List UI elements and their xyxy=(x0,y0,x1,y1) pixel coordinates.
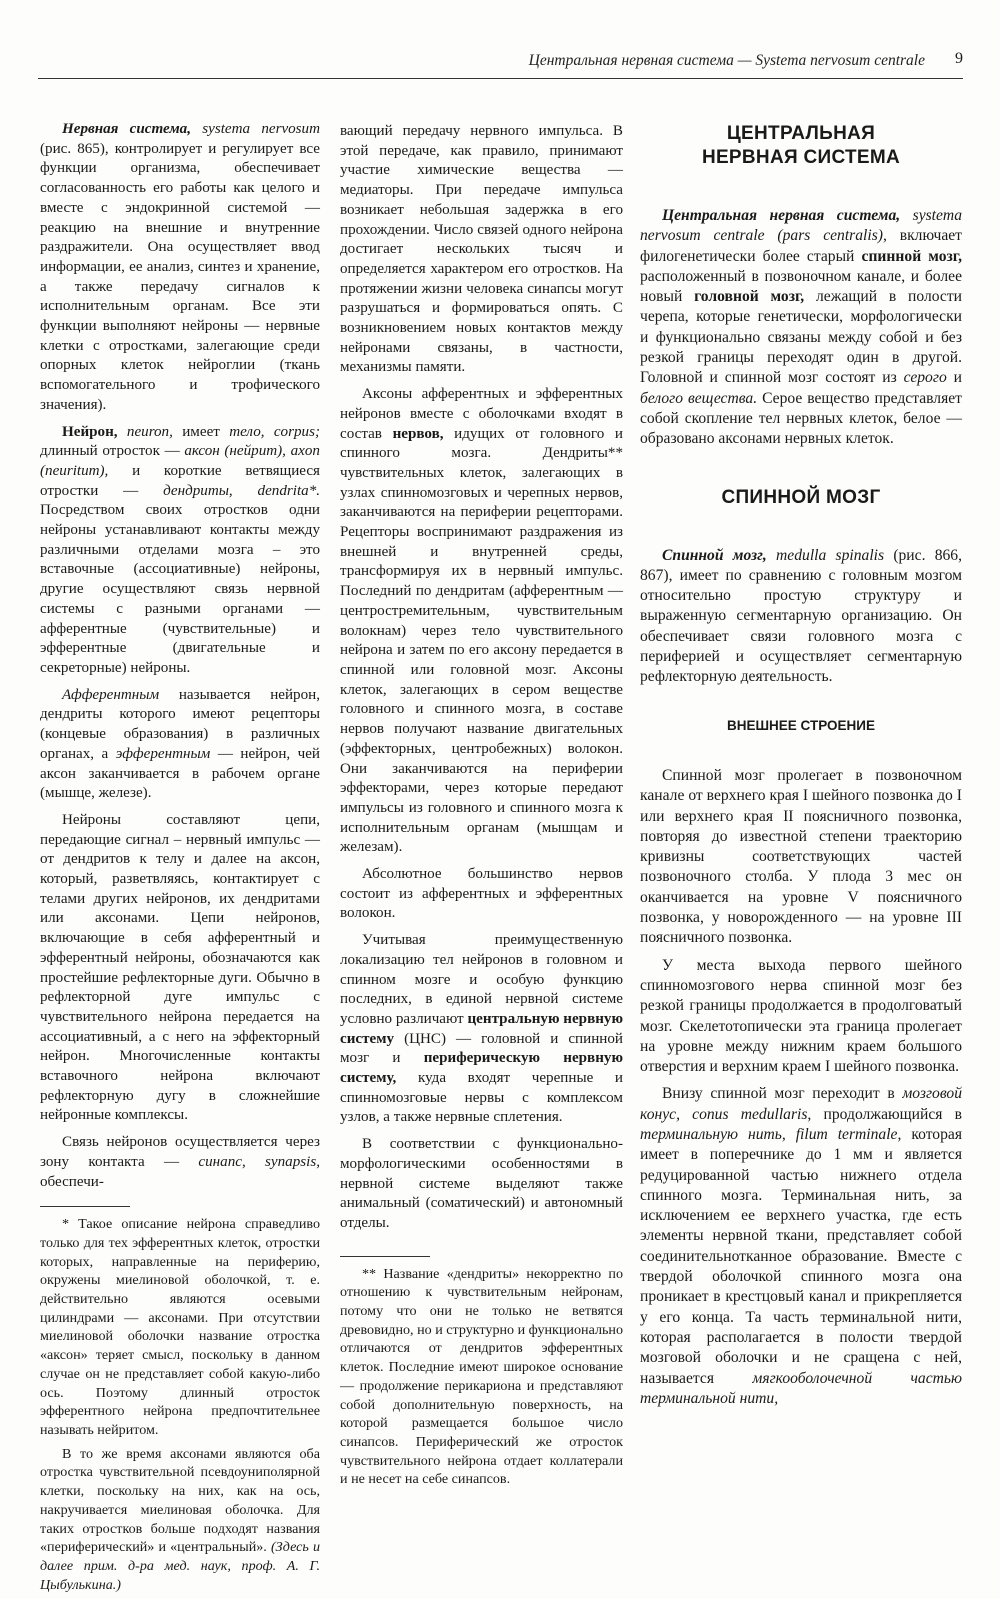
term: нервов, xyxy=(392,425,444,442)
term: периферическую нервную систему, xyxy=(340,1050,623,1087)
paragraph xyxy=(340,385,623,858)
term: головной мозг, xyxy=(694,288,805,306)
text: длинный отросток — xyxy=(40,443,180,460)
text: расположенный в позвоночном канале, и более новый xyxy=(640,267,962,306)
term: мозговой конус, conus medullaris, xyxy=(640,1085,963,1123)
footnote-divider xyxy=(40,1206,130,1207)
page-number: 9 xyxy=(955,50,963,67)
footnote-attribution: (Здесь и далее прим. д-ра мед. наук, проф. А. Г. Цыбулькина.) xyxy=(40,1539,320,1593)
text: включает филогенетически более старый xyxy=(640,227,962,265)
term: дендриты, dendrita*. xyxy=(163,482,321,499)
term: синапс, synapsis, xyxy=(198,1153,320,1170)
term: аксон (нейрит), axon (neuritum), xyxy=(40,443,320,479)
text: лежащий в полости черепа, которые генетически, морфологически и функционально связаны между собой и без резкой границы переходят один в другой. Головной и спинной мозг состоят из xyxy=(640,288,962,387)
text: называется нейрон, дендриты которого имеют рецепторы (концевые образования) в различных органах, а xyxy=(40,686,320,762)
paragraph xyxy=(40,686,320,804)
section-heading: СПИННОЙ МОЗГ xyxy=(721,486,881,508)
column-right xyxy=(640,122,962,1416)
term: Нервная система, xyxy=(62,121,192,137)
text: Внизу спинной мозг переходит в xyxy=(662,1085,895,1103)
latin-term: systema nervosum xyxy=(202,121,321,137)
latin-term: systema nervosum centrale (pars centralis), xyxy=(640,207,962,245)
term: белого вещества. xyxy=(640,389,758,407)
text: Серое вещество представляет собой скопление тел нервных клеток, белое — образовано аксонами нервных клеток. xyxy=(640,389,962,448)
term: тело, corpus; xyxy=(229,423,320,440)
paragraph xyxy=(40,1133,320,1192)
paragraph xyxy=(640,206,962,450)
text: обеспечи- xyxy=(40,1173,104,1190)
running-title: Центральная нервная система — Systema nervosum centrale xyxy=(528,52,925,69)
paragraph xyxy=(40,120,320,416)
term: терминальную нить, filum terminale, xyxy=(640,1125,902,1143)
text: (ЦНС) — головной и спинной мозг и xyxy=(340,1030,623,1067)
term: мягкооболочечной частью терминальной нити, xyxy=(640,1369,962,1407)
footnote-text xyxy=(40,1445,320,1595)
text: В то же время аксонами являются оба отростка чувствительной псевдоуниполярной клетки, поскольку на них, как на ось, накручивается миелиновая оболочка. Для таких отростков больше подходят названия «периферический» и «центральный». xyxy=(40,1445,320,1556)
footnote-text: * Такое описание нейрона справедливо только для тех эфферентных клеток, отростки которых, направленные на периферию, окружены миелиновой оболочкой, т. е. действительно являются осевыми цилиндрами — аксонами. При отсутствии миелиновой оболочки название отростка «аксон» теряет смысл, поскольку в данном случае он не представляет собой какую-либо ось. Поэтому длинный отросток эфферентного нейрона предпочтительнее называть нейритом. xyxy=(40,1216,320,1438)
paragraph: вающий передачу нервного импульса. В этой передаче, как правило, принимают участие химические вещества — медиаторы. При передаче импульса возникает небольшая задержка в его прохождении. Число связей одного нейрона достигает нескольких тысяч и определяется характером его отростков. На протяжении жизни человека синапсы могут разрушаться и формироваться опять. С возникновением новых контактов между нейронами связаны, в частности, механизмы памяти. xyxy=(340,123,623,376)
paragraph xyxy=(40,423,320,679)
text: куда входят черепные и спинномозговые нервы с комплексом узлов, а также нервные сплетения. xyxy=(340,1070,623,1126)
term: центральную нервную систему xyxy=(340,1010,623,1047)
text: и xyxy=(953,369,962,387)
paragraph xyxy=(640,546,962,688)
text: (рис. 865), контролирует и регулирует все функции организма, обеспечивает согласованность его работы как целого и вместе с эндокринной системой — реакцию на внешние и внутренние раздражители. Она осуществляет ввод информации, ее анализ, синтез и хранение, а также передачу сигналов к исполнительным органам. Все эти функции выполняют нейроны — нервные клетки с отростками, залегающие среди опорных клеток нейроглии (ткань вспомогательного и трофического значения). xyxy=(40,140,320,413)
section-heading: ЦЕНТРАЛЬНАЯ НЕРВНАЯ СИСТЕМА xyxy=(701,123,901,168)
term: серого xyxy=(903,369,947,387)
term: эфферентным xyxy=(115,745,211,762)
paragraph: Нейроны составляют цепи, передающие сигнал – нервный импульс — от дендритов к телу и далее на аксон, который, разветвляясь, контактирует с телами других нейронов, их дендритами или аксонами. Цепи нейронов, включающие в себя афферентный и эфферентный нейроны, обозначаются как простейшие рефлекторные дуги. Обычно в рефлекторной дуге импульс с чувствительного нейрона передается на ассоциативный, а с него на эффекторный нейрон. Многочисленные контакты вставочного нейрона включают рефлекторную дугу в сложнейшие нейронные комплексы. xyxy=(40,811,320,1124)
column-left xyxy=(40,120,320,1599)
text: Связь нейронов осуществляется через зону контакта — xyxy=(40,1134,320,1170)
paragraph: Абсолютное большинство нервов состоит из афферентных и эфферентных волокон. xyxy=(340,866,623,922)
term: Нейрон, xyxy=(62,423,118,440)
footnote xyxy=(40,1215,320,1594)
text: и короткие ветвящиеся отростки — xyxy=(40,462,320,499)
text: продолжающийся в xyxy=(823,1105,962,1123)
paragraph: У места выхода первого шейного спинномозгового нерва спинной мозг без резкой границы продолжается в продолговатый мозг. Скелетотопически эта граница пролегает на уровне между нижним краем большого отверстия и верхним краем I шейного позвонка. xyxy=(640,956,962,1076)
footnote-divider xyxy=(340,1256,430,1257)
footnote-text: ** Название «дендриты» некорректно по отношению к чувствительным нейронам, потому что они не только не ветвятся древовидно, но и структурно и функционально отличаются от дендритов эфферентных клеток. Последние имеют широкое основание — продолжение перикариона и представляют собой дополнительную поверхность, на которой размещается большое число синапсов. Периферический же отросток чувствительного нейрона отдает коллатерали и не несет на себе синапсов. xyxy=(340,1265,623,1488)
term: Афферентным xyxy=(62,686,160,703)
column-middle xyxy=(340,122,623,1496)
term: спинной мозг, xyxy=(861,247,962,265)
term: Центральная нервная система, xyxy=(662,207,901,224)
footnote xyxy=(340,1265,623,1489)
subsection-heading: ВНЕШНЕЕ СТРОЕНИЕ xyxy=(726,717,876,733)
paragraph xyxy=(340,931,623,1128)
paragraph xyxy=(640,1084,962,1409)
text: которая имеет в поперечнике до 1 мм и является редуцированной частью нижнего отдела спинного мозга. Терминальная нить, за исключением ее верхнего участка, где есть элементы нервной ткани, представляет собой соединительнотканное образование. Вместе с твердой оболочкой спинного мозга она проникает в крестцовый канал и прикрепляется у его конца. Та часть терминальной нити, которая располагается в полости твердой мозговой оболочки и не сращена с ней, называется xyxy=(640,1125,962,1387)
text: идущих от головного и спинного мозга. Дендриты** чувствительных клеток, залегающих в узлах спинномозговых и черепных нервов, заканчиваются на периферии рецепторами. Рецепторы воспринимают раздражения из внешней и внутренней среды, трансформируя их в нервный импульс. Последний по дендритам (афферентным — центростремительным, чувствительным волокнам) через тело чувствительного нейрона и затем по его аксону передается в спинной или головной мозг. Аксоны клеток, залегающих в сером веществе головного и спинного мозга, в составе нервов получают название двигательных (эффекторных, центробежных) волокон. Они заканчиваются на периферии эффекторами, через которые передают импульсы из головного и спинного мозга к исполнительным органам (мышцам и железам). xyxy=(340,425,623,856)
text: Учитывая преимущественную локализацию тел нейронов в головном и спинном мозге и особую функцию последних, в единой нервной системе условно различают xyxy=(340,932,623,1027)
paragraph: Спинной мозг пролегает в позвоночном канале от верхнего края I шейного позвонка до I или верхнего края II поясничного позвонка, повторяя до известной степени траекторию кривизны соответствующих частей позвоночного столба. У плода 3 мес он оканчивается на уровне V поясничного позвонка, у новорожденного — на уровне III поясничного позвонка. xyxy=(640,766,962,947)
paragraph: В соответствии с функционально-морфологическими особенностями в нервной системе выделяют также анимальный (соматический) и автономный отделы. xyxy=(340,1136,623,1231)
term: Спинной мозг, xyxy=(662,546,767,564)
text: имеет xyxy=(182,423,220,440)
running-header xyxy=(38,44,963,79)
latin-term: neuron, xyxy=(126,423,173,440)
text: Аксоны афферентных и эфферентных нейронов вместе с оболочками входят в состав xyxy=(340,386,623,442)
text: (рис. 866, 867), имеет по сравнению с головным мозгом относительно простую структуру и выраженную сегментарную организацию. Он обеспечивает связи головного мозга с периферией и осуществляет сегментарную рефлекторную деятельность. xyxy=(640,546,962,686)
text: — нейрон, чей аксон заканчивается в рабочем органе (мышце, железе). xyxy=(40,745,321,802)
text: Посредством своих отростков одни нейроны устанавливают контакты между различными отделами мозга – это вставочные (ассоциативные) нейроны, другие осуществляют связь нервной системы с разными органами — афферентные (чувствительные) и эфферентные (двигательные и секреторные) нейроны. xyxy=(40,502,320,676)
latin-term: medulla spinalis xyxy=(776,546,885,564)
